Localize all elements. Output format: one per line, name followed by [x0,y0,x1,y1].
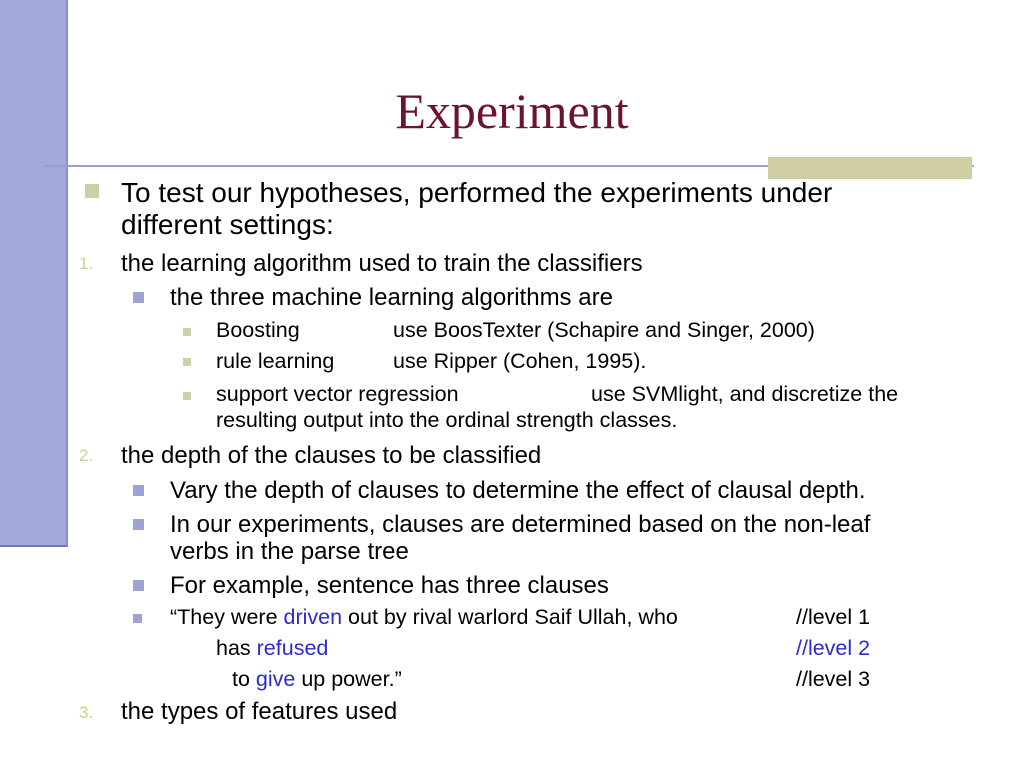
bullet-square-icon [133,292,144,303]
item-text: the types of features used [121,698,398,725]
example-verb: give [255,667,296,691]
example-verb: refused [256,636,329,660]
level-marker: //level 2 [796,636,871,660]
example-text: to [232,667,256,691]
algorithm-name: rule learning [216,349,335,373]
depth-bullet: In our experiments, clauses are determined based on the non-leaf [170,511,871,538]
example-text: out by rival warlord Saif Ullah, who [342,605,678,629]
item-text: the depth of the clauses to be classified [121,442,542,469]
algorithm-desc: use Ripper (Cohen, 1995). [393,349,647,373]
item-number: 3. [79,703,94,722]
example-line-1 [170,605,678,630]
example-verb: driven [283,605,343,629]
item-number: 1. [79,254,94,273]
bullet-square-icon [133,485,144,496]
item-text: the learning algorithm used to train the classifiers [121,250,643,277]
algorithm-name: support vector regression [216,382,459,406]
intro-text-line2: different settings: [121,209,334,240]
example-line-2 [216,636,328,661]
bullet-square-icon [133,614,142,623]
level-marker: //level 1 [796,605,871,629]
bullet-square-icon [85,184,99,198]
example-line-3 [232,667,402,692]
item-number: 2. [79,446,94,465]
example-text: “They were [170,605,284,629]
example-text: up power.” [295,667,402,691]
algorithm-name: Boosting [216,318,300,342]
bullet-square-icon [133,519,144,530]
accent-block [768,157,972,179]
example-text: has [216,636,257,660]
bullet-square-icon [183,392,191,400]
slide-title: Experiment [395,83,629,139]
level-marker: //level 3 [796,667,871,691]
depth-bullet-continued: verbs in the parse tree [170,538,409,565]
depth-bullet: Vary the depth of clauses to determine the effect of clausal depth. [170,477,866,504]
depth-bullet: For example, sentence has three clauses [170,572,609,599]
algorithms-heading: the three machine learning algorithms are [170,284,613,311]
algorithm-desc: use BoosTexter (Schapire and Singer, 2000) [393,318,815,342]
bullet-square-icon [183,328,191,336]
bullet-square-icon [133,580,144,591]
algorithm-desc: use SVMlight, and discretize the [591,382,899,406]
bullet-square-icon [183,358,191,366]
algorithm-desc-continued: resulting output into the ordinal strength classes. [216,408,678,432]
intro-text-line1: To test our hypotheses, performed the experiments under [121,177,833,208]
